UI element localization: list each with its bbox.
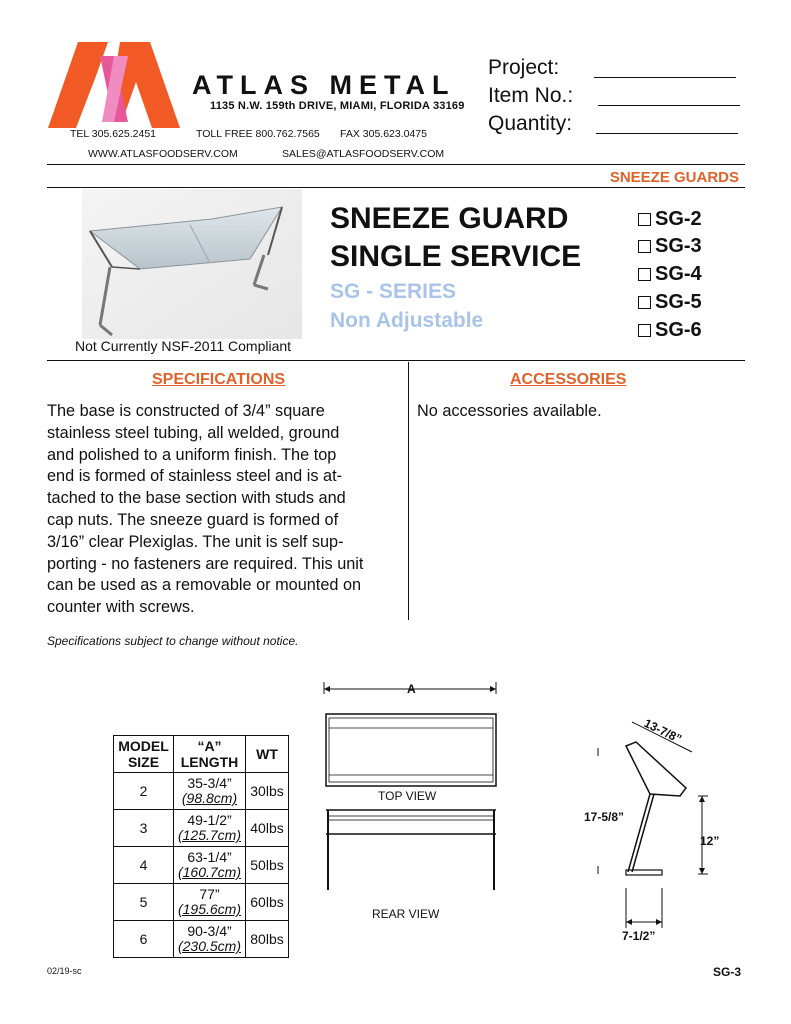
cell-weight: 60lbs <box>246 884 289 921</box>
category-divider <box>47 187 745 188</box>
dim-base-label: 7-1/2” <box>622 929 656 943</box>
dim-a-label: A <box>407 682 416 696</box>
page-code: SG-3 <box>712 965 741 979</box>
table-row <box>114 810 289 847</box>
length-cm: (160.7cm) <box>177 864 242 880</box>
product-photo <box>82 189 302 339</box>
model-option-label: SG-4 <box>655 263 702 285</box>
company-address: 1135 N.W. 159th DRIVE, MIAMI, FLORIDA 33169 <box>210 100 465 112</box>
length-inches: 90-3/4” <box>187 923 232 939</box>
cell-length <box>174 921 246 958</box>
top-view-label: TOP VIEW <box>378 789 437 803</box>
header-model-size <box>114 736 174 773</box>
website-link[interactable]: WWW.ATLASFOODSERV.COM <box>88 148 238 160</box>
product-title-line2: SINGLE SERVICE <box>330 240 582 273</box>
header-text: “A” <box>197 738 222 754</box>
product-adjustability: Non Adjustable <box>330 309 484 332</box>
cell-size: 5 <box>114 884 174 921</box>
rear-view-label: REAR VIEW <box>372 907 440 921</box>
product-title-line1: SNEEZE GUARD <box>330 202 569 235</box>
model-option-label: SG-2 <box>655 208 702 230</box>
dim-leg-label: 12” <box>700 834 720 848</box>
cell-length <box>174 773 246 810</box>
spec-line: end is formed of stainless steel and is at- <box>47 467 343 486</box>
column-divider <box>408 362 409 620</box>
dim-depth-label: 13-7/8” <box>641 716 684 747</box>
spec-line: and polished to a uniform finish. The top <box>47 445 337 464</box>
model-option-label: SG-3 <box>655 235 702 257</box>
quantity-label: Quantity: <box>488 112 573 135</box>
length-cm: (125.7cm) <box>177 827 242 843</box>
header-length <box>174 736 246 773</box>
header-weight: WT <box>246 736 289 773</box>
cell-size: 4 <box>114 847 174 884</box>
table-row <box>114 847 289 884</box>
project-label: Project: <box>488 56 560 79</box>
dim-height-label: 17-5/8” <box>584 810 625 824</box>
cell-length <box>174 810 246 847</box>
cell-weight: 30lbs <box>246 773 289 810</box>
brand-name: ATLAS METAL <box>192 70 456 100</box>
checkbox-icon[interactable] <box>638 324 651 337</box>
model-option-sg6[interactable] <box>638 319 702 342</box>
cell-size: 2 <box>114 773 174 810</box>
length-inches: 49-1/2” <box>187 812 232 828</box>
checkbox-icon[interactable] <box>638 213 651 226</box>
specifications-heading: SPECIFICATIONS <box>152 371 286 388</box>
table-row <box>114 921 289 958</box>
model-option-sg3[interactable] <box>638 235 702 258</box>
product-divider <box>47 360 745 361</box>
atlas-logo <box>48 42 180 128</box>
checkbox-icon[interactable] <box>638 296 651 309</box>
model-option-label: SG-5 <box>655 291 702 313</box>
table-header-row <box>114 736 289 773</box>
table-row <box>114 773 289 810</box>
length-inches: 35-3/4” <box>187 775 232 791</box>
checkbox-icon[interactable] <box>638 268 651 281</box>
cell-size: 3 <box>114 810 174 847</box>
spec-line: can be used as a removable or mounted on <box>47 576 362 595</box>
spec-line: counter with screws. <box>47 598 195 617</box>
model-option-label: SG-6 <box>655 319 702 341</box>
length-cm: (195.6cm) <box>177 901 242 917</box>
quantity-field[interactable] <box>596 133 738 134</box>
fax-number: FAX 305.623.0475 <box>340 128 427 140</box>
model-option-sg4[interactable] <box>638 263 702 286</box>
cell-length <box>174 847 246 884</box>
item-no-field[interactable] <box>598 105 740 106</box>
accessories-heading: ACCESSORIES <box>510 371 627 388</box>
table-row <box>114 884 289 921</box>
model-table <box>113 735 289 958</box>
category-label: SNEEZE GUARDS <box>609 169 739 186</box>
product-series: SG - SERIES <box>330 280 457 303</box>
spec-line: 3/16” clear Plexiglas. The unit is self sup- <box>47 532 344 551</box>
item-no-label: Item No.: <box>488 84 574 107</box>
cell-weight: 50lbs <box>246 847 289 884</box>
spec-line: stainless steel tubing, all welded, ground <box>47 423 340 442</box>
header-text: SIZE <box>127 754 160 770</box>
length-inches: 63-1/4” <box>187 849 232 865</box>
checkbox-icon[interactable] <box>638 240 651 253</box>
model-option-sg2[interactable] <box>638 208 702 231</box>
length-cm: (230.5cm) <box>177 938 242 954</box>
spec-line: cap nuts. The sneeze guard is formed of <box>47 510 339 529</box>
spec-line: tached to the base section with studs and <box>47 489 346 508</box>
nsf-note: Not Currently NSF-2011 Compliant <box>75 338 292 354</box>
cell-weight: 80lbs <box>246 921 289 958</box>
header-text: LENGTH <box>180 754 239 770</box>
header-divider <box>47 164 745 165</box>
toll-free-number: TOLL FREE 800.762.7565 <box>196 128 320 140</box>
phone-number: TEL 305.625.2451 <box>70 128 157 140</box>
cell-weight: 40lbs <box>246 810 289 847</box>
accessories-text: No accessories available. <box>417 402 602 420</box>
cell-size: 6 <box>114 921 174 958</box>
change-notice: Specifications subject to change without notice. <box>47 634 299 648</box>
length-cm: (98.8cm) <box>181 790 238 806</box>
email-link[interactable]: SALES@ATLASFOODSERV.COM <box>282 148 445 160</box>
project-field[interactable] <box>594 77 736 78</box>
specifications-text <box>47 401 407 619</box>
model-option-sg5[interactable] <box>638 291 702 314</box>
spec-line: The base is constructed of 3/4” square <box>47 402 325 420</box>
length-inches: 77” <box>199 886 220 902</box>
revision-code: 02/19-sc <box>47 966 82 976</box>
cell-length <box>174 884 246 921</box>
header-text: MODEL <box>118 738 169 754</box>
spec-line: porting - no fasteners are required. This unit <box>47 554 364 573</box>
